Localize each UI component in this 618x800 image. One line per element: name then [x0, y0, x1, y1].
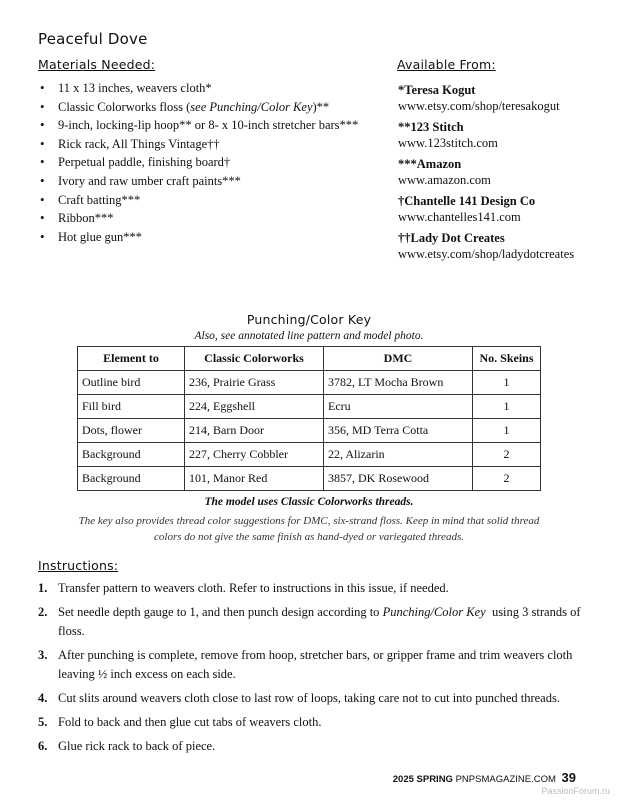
source-url[interactable]: www.amazon.com — [398, 172, 491, 187]
table-cell: 214, Barn Door — [185, 419, 324, 443]
source-item — [398, 157, 574, 188]
source-name: ††Lady Dot Creates — [398, 231, 505, 245]
table-cell: Outline bird — [78, 371, 185, 395]
table-cell: Fill bird — [78, 395, 185, 419]
table-header-row — [78, 347, 541, 371]
source-url[interactable]: www.123stitch.com — [398, 135, 498, 150]
watermark: PassionForum.ru — [541, 786, 610, 796]
step-text: Transfer pattern to weavers cloth. Refer to instructions in this issue, if needed. — [58, 581, 449, 595]
materials-heading: Materials Needed: — [38, 57, 156, 72]
color-key-table — [77, 346, 541, 491]
table-row — [78, 395, 541, 419]
page-number: 39 — [561, 770, 576, 785]
table-cell: Dots, flower — [78, 419, 185, 443]
table-cell: 2 — [473, 443, 541, 467]
instructions-heading: Instructions: — [38, 558, 119, 573]
material-item: • Craft batting*** — [38, 191, 358, 210]
instruction-step — [38, 603, 588, 641]
source-name: *Teresa Kogut — [398, 83, 476, 97]
source-url[interactable]: www.chantelles141.com — [398, 209, 521, 224]
column-header: No. Skeins — [473, 347, 541, 371]
table-cell: 356, MD Terra Cotta — [324, 419, 473, 443]
source-item — [398, 231, 574, 262]
table-cell: 3782, LT Mocha Brown — [324, 371, 473, 395]
step-text: Cut slits around weavers cloth close to last row of loops, taking care not to cut into punched threads. — [58, 691, 560, 705]
instruction-step — [38, 579, 588, 598]
material-item: • Hot glue gun*** — [38, 228, 358, 247]
table-cell: 101, Manor Red — [185, 467, 324, 491]
materials-list — [38, 79, 358, 246]
table-cell: 3857, DK Rosewood — [324, 467, 473, 491]
color-key-subtitle: Also, see annotated line pattern and model photo. — [194, 330, 424, 342]
material-item: • Classic Colorworks floss (see Punching/Color Key)** — [38, 98, 358, 117]
instruction-step — [38, 646, 588, 684]
table-cell: 1 — [473, 371, 541, 395]
column-header: Element to — [78, 347, 185, 371]
footer-site: PNPSMAGAZINE.COM — [455, 774, 556, 785]
step-text: After punching is complete, remove from hoop, stretcher bars, or gripper frame and trim weavers cloth leaving ½ inch excess on each side. — [58, 648, 573, 681]
table-cell: Ecru — [324, 395, 473, 419]
instruction-step — [38, 689, 588, 708]
step-text: Glue rick rack to back of piece. — [58, 739, 216, 753]
table-cell: 224, Eggshell — [185, 395, 324, 419]
table-cell: 2 — [473, 467, 541, 491]
material-item: • Perpetual paddle, finishing board† — [38, 153, 358, 172]
step-number: 6. — [38, 739, 48, 753]
page-title: Peaceful Dove — [38, 30, 148, 48]
column-header: DMC — [324, 347, 473, 371]
table-cell: 22, Alizarin — [324, 443, 473, 467]
source-name: **123 Stitch — [398, 120, 464, 134]
table-cell: 1 — [473, 419, 541, 443]
step-text: Set needle depth gauge to 1, and then punch design according to Punching/Color Key using 3 strands of floss. — [58, 605, 581, 638]
instruction-step — [38, 713, 588, 732]
source-item — [398, 83, 574, 114]
material-item: • 11 x 13 inches, weavers cloth* — [38, 79, 358, 98]
page-footer — [393, 770, 576, 785]
step-number: 4. — [38, 691, 48, 705]
column-header: Classic Colorworks — [185, 347, 324, 371]
source-item — [398, 120, 574, 151]
table-row — [78, 467, 541, 491]
step-number: 3. — [38, 648, 48, 662]
table-cell: Background — [78, 467, 185, 491]
table-cell: 236, Prairie Grass — [185, 371, 324, 395]
material-item: • Rick rack, All Things Vintage†† — [38, 135, 358, 154]
source-url[interactable]: www.etsy.com/shop/teresakogut — [398, 98, 560, 113]
footer-issue: 2025 SPRING — [392, 774, 453, 785]
color-key-title: Punching/Color Key — [246, 312, 372, 327]
step-number: 1. — [38, 581, 48, 595]
material-item: • Ivory and raw umber craft paints*** — [38, 172, 358, 191]
source-item — [398, 194, 574, 225]
instruction-step — [38, 737, 588, 756]
table-row — [78, 443, 541, 467]
available-heading: Available From: — [397, 57, 496, 72]
table-cell: Background — [78, 443, 185, 467]
step-number: 5. — [38, 715, 48, 729]
step-number: 2. — [38, 605, 48, 619]
source-name: ***Amazon — [398, 157, 462, 171]
step-text: Fold to back and then glue cut tabs of weavers cloth. — [58, 715, 322, 729]
model-note: The model uses Classic Colorworks threads. — [204, 496, 414, 508]
source-name: †Chantelle 141 Design Co — [398, 194, 536, 208]
table-row — [78, 371, 541, 395]
table-cell: 1 — [473, 395, 541, 419]
source-url[interactable]: www.etsy.com/shop/ladydotcreates — [398, 246, 575, 261]
table-row — [78, 419, 541, 443]
material-item: • 9-inch, locking-lip hoop** or 8- x 10-inch stretcher bars*** — [38, 116, 358, 135]
sources-list — [398, 83, 574, 268]
material-item: • Ribbon*** — [38, 209, 358, 228]
key-note: The key also provides thread color suggestions for DMC, six-strand floss. Keep in mind that solid thread colors do not give the same finish as hand-dyed or variegated threads. — [78, 515, 540, 543]
table-cell: 227, Cherry Cobbler — [185, 443, 324, 467]
instructions-list — [38, 579, 588, 761]
